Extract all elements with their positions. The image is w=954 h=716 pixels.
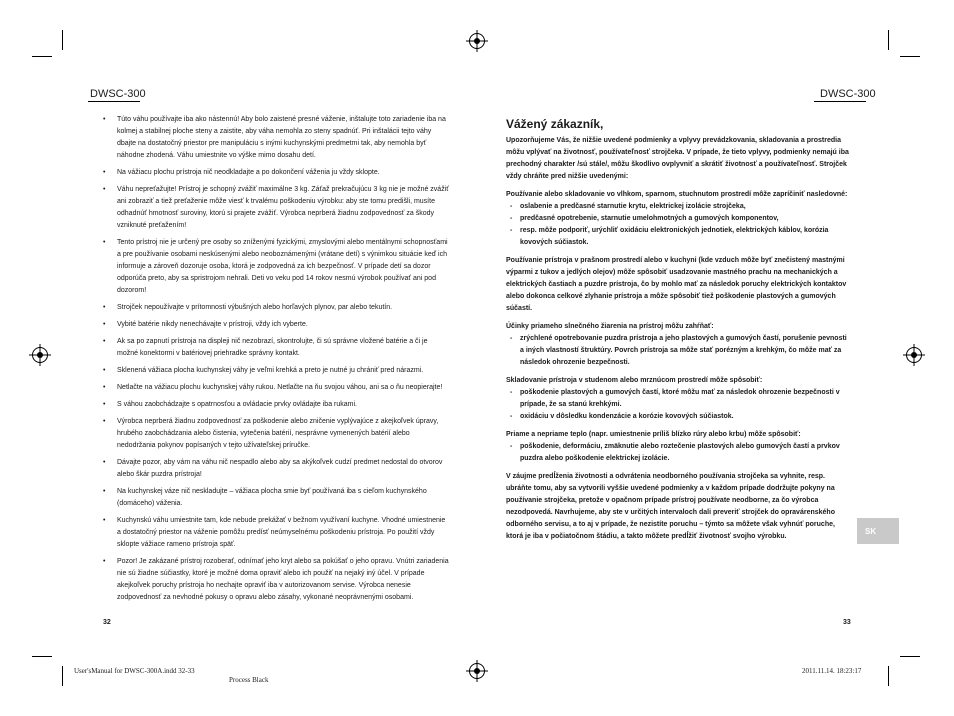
list-item: - poškodenie plastových a gumových častí, ktoré môžu mať za následok ohrozenie bezpečnosti v prípade, že sa stanú krehkými. bbox=[506, 387, 850, 411]
page-title: Vážený zákazník, bbox=[506, 117, 604, 131]
block-heading: Používanie prístroja v prašnom prostredí alebo v kuchyni (kde vzduch môže byť znečistený mastnými výparmi z tukov a jedlých olejov) môže spôsobiť usadzovanie mastného prachu na mechanických a elektrických častiach a puzdre prístroja, čo by mohlo mať za následok poruchy elektrických kontaktov alebo dokonca celkové zlyhanie prístroja a môže spôsobiť tiež poškodenie plastových a gumových súčastí. bbox=[506, 257, 847, 312]
block-heading: V záujme predĺženia životnosti a odvrátenia neodborného používania strojčeka sa vyhnite, resp. ubráňte tomu, aby sa vytvorili vyššie uvedené podmienky a v každom prípade dodržujte pokyny na používanie strojčeka, pretože v opačnom prípade prístroj používate neodborne, za čo výrobca nezodpovedá. Navrhujeme, aby ste v určitých intervaloch dali preveriť strojček do opravárenského odborného servisu, a to aj v prípade, že nezistíte poruchu – týmto sa môžete však vyhnúť poruche, ktorá je iba v počiatočnom štádiu, a takto môžete predĺžiť životnosť svojho výrobku. bbox=[506, 473, 835, 540]
list-item: - zrýchlené opotrebovanie puzdra prístroja a jeho plastových a gumových častí, porušenie pevnosti a iných vlastností štruktúry. Povrch prístroja sa môže stať porézným a krehkým, čo môže mať za následok ohrozenie bezpečnosti. bbox=[506, 333, 850, 369]
notice-block bbox=[506, 471, 850, 543]
crop-mark bbox=[32, 656, 52, 657]
registration-mark-icon bbox=[469, 33, 485, 49]
list-item: • Na vážiacu plochu prístroja nič neodkladajte a po dokončení váženia ju vždy sklopte. bbox=[103, 167, 449, 179]
list-item: - predčasné opotrebenie, starnutie umelohmotných a gumových komponentov, bbox=[506, 213, 850, 225]
crop-mark bbox=[888, 666, 889, 686]
list-item: - oxidáciu v dôsledku kondenzácie a korózie kovových súčiastok. bbox=[506, 411, 850, 423]
right-model-label: DWSC-300 bbox=[820, 88, 876, 100]
registration-mark-icon bbox=[32, 347, 48, 363]
crop-mark bbox=[888, 30, 889, 50]
right-page-number: 33 bbox=[843, 619, 851, 626]
list-item: • Tento prístroj nie je určený pre osoby so zníženými fyzickými, zmyslovými alebo mentálnymi schopnosťami a pre používanie osobami neskúsenými alebo neoboznámenými (vrátane detí) s výnimkou situácie keď ich informuje a zároveň dozoruje osoba, ktorá je zodpovedná za ich bezpečnosť. V prípade detí sa dozor odporúča preto, aby sa spristrojom nehrali. Deti vo veku pod 14 rokov nesmú výrobok používať ani pod dozorom! bbox=[103, 237, 449, 297]
list-item: • Strojček nepoužívajte v prítomnosti výbušných alebo horľavých plynov, par alebo tekutín. bbox=[103, 302, 449, 314]
crop-mark bbox=[900, 656, 920, 657]
registration-mark-icon bbox=[906, 347, 922, 363]
crop-mark bbox=[32, 56, 52, 57]
list-item: - resp. môže podporiť, urýchliť oxidáciu elektronických jednotiek, elektrických káblov, korózia kovových súčiastok. bbox=[506, 225, 850, 249]
list-item: • Ak sa po zapnutí prístroja na displeji nič nezobrazí, skontrolujte, či sú správne vložené batérie a či je možné konektormi v batériovej priehradke správny kontakt. bbox=[103, 336, 449, 360]
customer-notice bbox=[506, 117, 850, 549]
list-item: • Na kuchynskej váze nič neskladujte – vážiaca plocha smie byť používaná iba s cieľom kuchynského (domáceho) váženia. bbox=[103, 486, 449, 510]
list-item: - oslabenie a predčasné starnutie krytu, elektrickej izolácie strojčeka, bbox=[506, 201, 850, 213]
block-heading: Používanie alebo skladovanie vo vlhkom, sparnom, stuchnutom prostredí môže zapríčiniť nasledovné: bbox=[506, 191, 848, 198]
notice-block bbox=[506, 255, 850, 315]
safety-instructions-list bbox=[103, 114, 449, 609]
timestamp: 2011.11.14. 18:23:17 bbox=[802, 667, 862, 675]
left-header-rule bbox=[88, 101, 140, 102]
list-item: • Váhu nepreťažujte! Prístroj je schopný zvážiť maximálne 3 kg. Záťaž prekračujúcu 3 kg nie je možné zvážiť ani zobraziť a tiež preťaženie môže viesť k trvalému poškodeniu výrobku: aby ste tomu predišli, musíte odhadnúť hmotnosť suroviny, ktorú si prajete zvážiť. Výrobca neprberá žiadnu zodpovednosť za škody vzniknuté preťažením! bbox=[103, 184, 449, 232]
right-header-rule bbox=[814, 101, 866, 102]
notice-block bbox=[506, 375, 850, 423]
language-tab: SK bbox=[857, 518, 899, 544]
list-item: • Vybité batérie nikdy nenechávajte v prístroji, vždy ich vyberte. bbox=[103, 319, 449, 331]
crop-mark bbox=[900, 56, 920, 57]
notice-block bbox=[506, 429, 850, 465]
list-item: • Netlačte na vážiacu plochu kuchynskej váhy rukou. Netlačte na ňu svojou váhou, ani sa o ňu neopierajte! bbox=[103, 382, 449, 394]
crop-mark bbox=[62, 30, 63, 50]
notice-block bbox=[506, 321, 850, 369]
crop-mark bbox=[62, 666, 63, 686]
list-item: • Pozor! Je zakázané prístroj rozoberať, odnímať jeho kryt alebo sa pokúšať o jeho opravu. Vnútri zariadenia nie sú žiadne súčiastky, ktoré je možné doma opraviť alebo ich použiť na nejaký iný účel. V prípade akejkoľvek poruchy prístroja ho nechajte opraviť iba v autorizovanom servise. Výrobca nenesie zodpovednosť za nevhodné pokusy o opravu alebo zásahy, vykonané neoprávnenými osobami. bbox=[103, 556, 449, 604]
color-info: Process Black bbox=[229, 676, 269, 684]
list-item: • Dávajte pozor, aby vám na váhu nič nespadlo alebo aby sa akýkoľvek cudzí predmet nedostal do otvorov alebo škár puzdra prístroja! bbox=[103, 457, 449, 481]
block-heading: Priame a nepriame teplo (napr. umiestnenie príliš blízko rúry alebo krbu) môže spôsobiť: bbox=[506, 431, 801, 438]
list-item: • Túto váhu používajte iba ako nástennú! Aby bolo zaistené presné váženie, inštalujte toto zariadenie iba na kolmej a stabilnej ploche steny a zaistite, aby váha nemohla zo steny spadnúť. Pri inštalácii tejto váhy dbajte na dostatočný priestor pre manipuláciu s inými kuchynskými predmetmi tak, aby nemohla byť náhodne zhodená. Váhu umiestnite vo výške mimo dosahu detí. bbox=[103, 114, 449, 162]
intro-paragraph: Upozorňujeme Vás, že nižšie uvedené podmienky a vplyvy prevádzkovania, skladovania a prostredia môžu vplývať na životnosť, používateľnosť strojčeka. V prípade, že tieto vplyvy, podmienky nemajú iba prechodný charakter /sú stále/, môžu škodlivo ovplyvniť a skrátiť životnosť a používateľnosť. Strojček vždy chráňte pred nižšie uvedenými: bbox=[506, 137, 849, 180]
list-item: • Výrobca neprberá žiadnu zodpovednosť za poškodenie alebo zničenie vyplývajúce z akejkoľvek úpravy, hrubého zaobchádzania alebo čistenia, vytečenia batérií, nesprávne vymenených batérií alebo nedodržania pokynov popísaných v tejto užívateľskej príručke. bbox=[103, 416, 449, 452]
block-heading: Účinky priameho slnečného žiarenia na prístroj môžu zahŕňať: bbox=[506, 323, 714, 330]
file-info: User'sManual for DWSC-300A.indd 32-33 bbox=[74, 667, 195, 675]
list-item: • Kuchynskú váhu umiestnite tam, kde nebude prekážať v bežnom využívaní kuchyne. Vhodné umiestnenie a dostatočný priestor na váženie pomôžu predísť neúmyselnému poškodeniu prístroja. Po použití vždy sklopte vážiace rameno prístroja späť. bbox=[103, 515, 449, 551]
registration-mark-icon bbox=[469, 663, 485, 679]
left-model-label: DWSC-300 bbox=[90, 88, 146, 100]
block-heading: Skladovanie prístroja v studenom alebo mrznúcom prostredí môže spôsobiť: bbox=[506, 377, 763, 384]
list-item: - poškodenie, deformáciu, zmäknutie alebo roztečenie plastových alebo gumových častí a prvkov puzdra alebo poškodenie elektrickej izolácie. bbox=[506, 441, 850, 465]
list-item: • S váhou zaobchádzajte s opatrnosťou a ovládacie prvky ovládajte iba rukami. bbox=[103, 399, 449, 411]
left-page-number: 32 bbox=[103, 619, 111, 626]
notice-block bbox=[506, 189, 850, 249]
list-item: • Sklenená vážiaca plocha kuchynskej váhy je veľmi krehká a preto je nutné ju chrániť pred nárazmi. bbox=[103, 365, 449, 377]
